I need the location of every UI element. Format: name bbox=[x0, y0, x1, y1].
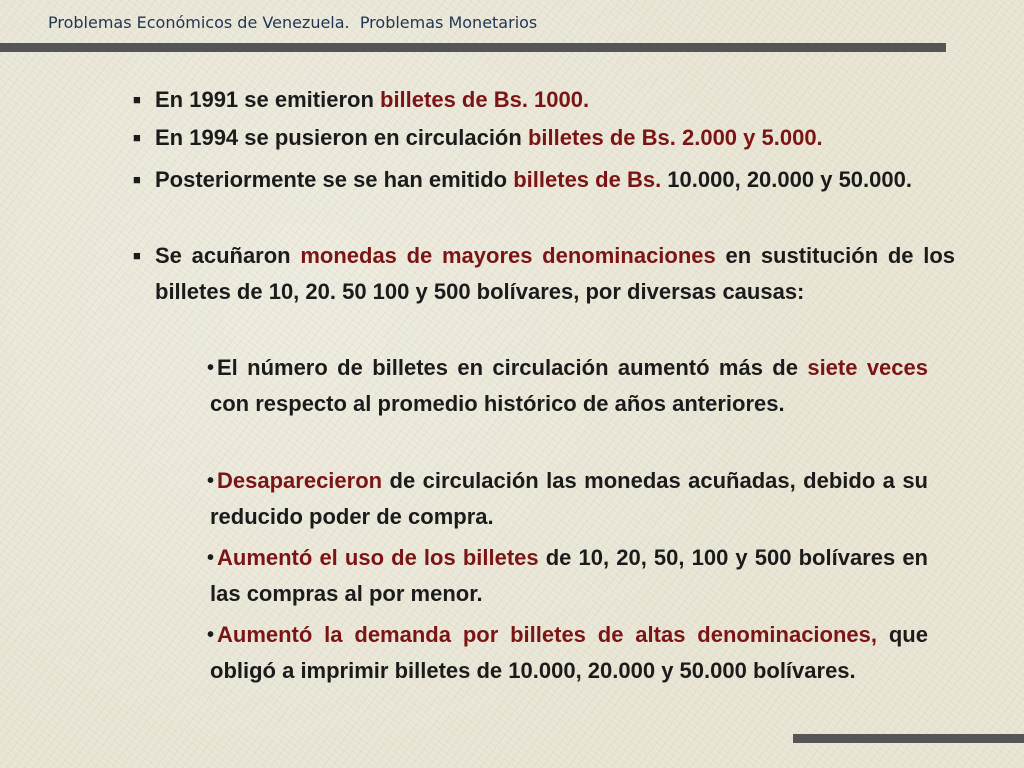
subbullet-emphasis: Desaparecieron bbox=[217, 468, 383, 493]
dot-bullet-icon: • bbox=[207, 357, 215, 379]
subbullet-emphasis: siete veces bbox=[807, 355, 929, 380]
square-bullet-icon: ■ bbox=[133, 130, 141, 145]
square-bullet-icon: ■ bbox=[133, 92, 141, 107]
bottom-divider bbox=[793, 734, 1024, 743]
bullet-item bbox=[133, 82, 955, 118]
dot-bullet-icon: • bbox=[207, 547, 215, 569]
bullet-text: Se acuñaron bbox=[155, 243, 301, 268]
bullet-text: Posteriormente se se han emitido bbox=[155, 167, 514, 192]
subbullet-item bbox=[207, 350, 929, 422]
slide-header: Problemas Económicos de Venezuela. Problemas Monetarios bbox=[48, 13, 538, 32]
subbullet-text-post: con respecto al promedio histórico de años anteriores. bbox=[210, 391, 785, 416]
subbullet-item bbox=[207, 540, 928, 612]
subbullet-text-post: de 10, 20, 50, 100 y 500 bolívares en las compras al por menor. bbox=[210, 545, 928, 606]
subbullet-text: El número de billetes en circulación aumentó más de bbox=[217, 355, 808, 380]
subbullet-emphasis: Aumentó el uso de los billetes bbox=[217, 545, 539, 570]
dot-bullet-icon: • bbox=[207, 624, 215, 646]
bullet-emphasis: monedas de mayores denominaciones bbox=[300, 243, 716, 268]
bullet-item bbox=[133, 238, 956, 310]
bullet-item bbox=[133, 162, 955, 198]
subbullet-text-post: que obligó a imprimir billetes de 10.000, 20.000 y 50.000 bolívares. bbox=[210, 622, 928, 683]
subbullet-item bbox=[207, 463, 928, 535]
subbullet-emphasis: Aumentó la demanda por billetes de altas denominaciones, bbox=[217, 622, 878, 647]
bullet-emphasis: billetes de Bs. 2.000 y 5.000. bbox=[527, 125, 823, 150]
subbullet-item bbox=[207, 617, 928, 689]
dot-bullet-icon: • bbox=[207, 470, 215, 492]
bullet-emphasis: billetes de Bs. 1000. bbox=[380, 87, 590, 112]
bullet-text: En 1991 se emitieron bbox=[155, 87, 380, 112]
bullet-text: En 1994 se pusieron en circulación bbox=[155, 125, 528, 150]
bullet-text-post: 10.000, 20.000 y 50.000. bbox=[661, 167, 912, 192]
bullet-text-post: en sustitución de los billetes de 10, 20. 50 100 y 500 bolívares, por diversas causas: bbox=[155, 243, 956, 304]
bullet-item bbox=[133, 120, 955, 156]
square-bullet-icon: ■ bbox=[133, 172, 141, 187]
subbullet-text-post: de circulación las monedas acuñadas, debido a su reducido poder de compra. bbox=[210, 468, 928, 529]
square-bullet-icon: ■ bbox=[133, 248, 141, 263]
bullet-emphasis: billetes de Bs. bbox=[513, 167, 662, 192]
